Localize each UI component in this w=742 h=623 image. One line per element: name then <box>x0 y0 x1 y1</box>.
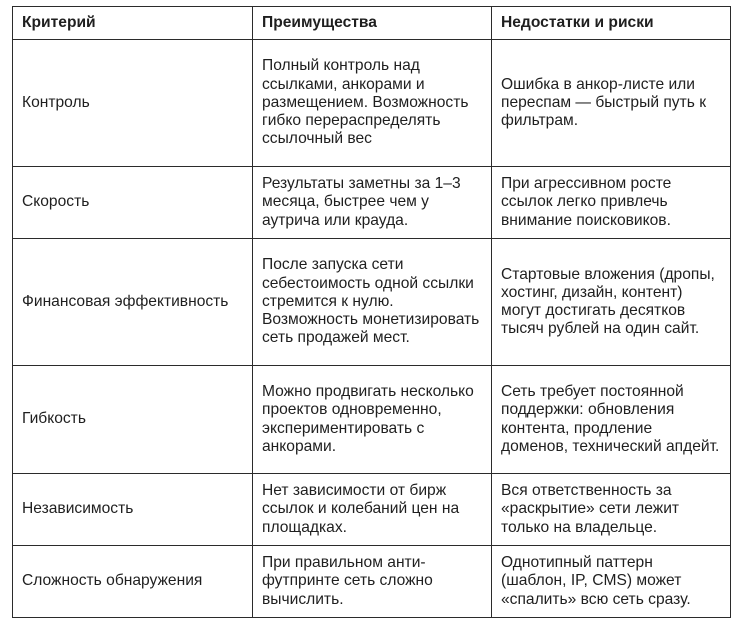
table-row <box>13 167 731 239</box>
risks-cell: Стартовые вложения (дропы, хостинг, дизайн, контент) могут достигать десятков тысяч рублей на один сайт. <box>492 239 731 366</box>
criterion-cell: Финансовая эффективность <box>13 239 253 366</box>
criterion-cell: Гибкость <box>13 366 253 474</box>
table-row <box>13 474 731 546</box>
table-row <box>13 40 731 167</box>
header-risks: Недостатки и риски <box>492 7 731 40</box>
criterion-cell: Сложность обнаружения <box>13 546 253 618</box>
criterion-cell: Независимость <box>13 474 253 546</box>
risks-cell: Однотипный паттерн (шаблон, IP, CMS) может «спалить» всю сеть сразу. <box>492 546 731 618</box>
risks-cell: При агрессивном росте ссылок легко привлечь внимание поисковиков. <box>492 167 731 239</box>
table-row <box>13 546 731 618</box>
comparison-table-container <box>12 6 731 618</box>
table-row <box>13 366 731 474</box>
header-advantages: Преимущества <box>253 7 492 40</box>
advantages-cell: После запуска сети себестоимость одной ссылки стремится к нулю. Возможность монетизировать сеть продажей мест. <box>253 239 492 366</box>
criterion-cell: Скорость <box>13 167 253 239</box>
advantages-cell: Можно продвигать несколько проектов одновременно, экспериментировать с анкорами. <box>253 366 492 474</box>
header-criterion: Критерий <box>13 7 253 40</box>
risks-cell: Сеть требует постоянной поддержки: обновления контента, продление доменов, технический апдейт. <box>492 366 731 474</box>
header-row <box>13 7 731 40</box>
risks-cell: Вся ответственность за «раскрытие» сети лежит только на владельце. <box>492 474 731 546</box>
table-body <box>13 40 731 618</box>
table-row <box>13 239 731 366</box>
comparison-table <box>12 6 731 618</box>
table-header <box>13 7 731 40</box>
advantages-cell: Полный контроль над ссылками, анкорами и размещением. Возможность гибко перераспределять ссылочный вес <box>253 40 492 167</box>
advantages-cell: Результаты заметны за 1–3 месяца, быстрее чем у аутрича или крауда. <box>253 167 492 239</box>
criterion-cell: Контроль <box>13 40 253 167</box>
risks-cell: Ошибка в анкор-листе или переспам — быстрый путь к фильтрам. <box>492 40 731 167</box>
advantages-cell: Нет зависимости от бирж ссылок и колебаний цен на площадках. <box>253 474 492 546</box>
advantages-cell: При правильном анти-футпринте сеть сложно вычислить. <box>253 546 492 618</box>
